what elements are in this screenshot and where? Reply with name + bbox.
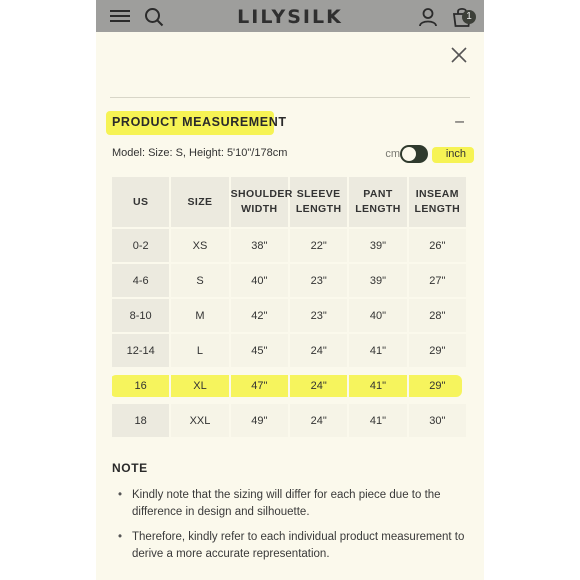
table-row bbox=[111, 298, 467, 333]
table-cell: 16 bbox=[111, 368, 170, 403]
cart-count-badge: 1 bbox=[462, 10, 476, 24]
table-cell: 29" bbox=[408, 368, 467, 403]
section-divider bbox=[110, 97, 470, 98]
unit-toggle bbox=[352, 145, 472, 163]
table-cell: 40" bbox=[348, 298, 407, 333]
modal-frame bbox=[96, 0, 484, 580]
close-icon[interactable] bbox=[449, 45, 469, 65]
table-cell: S bbox=[170, 263, 229, 298]
table-cell: 30" bbox=[408, 403, 467, 438]
table-cell: 12-14 bbox=[111, 333, 170, 368]
note-title: NOTE bbox=[112, 461, 148, 475]
table-cell: 23" bbox=[289, 263, 348, 298]
note-item: • Therefore, kindly refer to each individual product measurement to derive a more accurate representation. bbox=[118, 529, 468, 563]
header-shoulder-width: SHOULDER WIDTH bbox=[230, 176, 289, 228]
measurement-table bbox=[110, 175, 468, 439]
section-title: PRODUCT MEASUREMENT bbox=[112, 115, 287, 129]
table-cell: 29" bbox=[408, 333, 467, 368]
note-list bbox=[118, 487, 468, 571]
header-pant-length: PANT LENGTH bbox=[348, 176, 407, 228]
table-row bbox=[111, 263, 467, 298]
table-cell: 49" bbox=[230, 403, 289, 438]
table-cell: 26" bbox=[408, 228, 467, 263]
table-cell: 0-2 bbox=[111, 228, 170, 263]
table-cell: 24" bbox=[289, 333, 348, 368]
unit-switch[interactable] bbox=[400, 145, 428, 163]
section-header[interactable] bbox=[110, 113, 470, 135]
table-cell: XXL bbox=[170, 403, 229, 438]
table-cell: XL bbox=[170, 368, 229, 403]
model-info: Model: Size: S, Height: 5'10"/178cm bbox=[112, 147, 288, 159]
unit-inch-label[interactable]: inch bbox=[445, 148, 466, 160]
table-cell: L bbox=[170, 333, 229, 368]
collapse-icon[interactable]: – bbox=[455, 113, 464, 130]
table-cell: 47" bbox=[230, 368, 289, 403]
table-row bbox=[111, 403, 467, 438]
table-cell: 23" bbox=[289, 298, 348, 333]
top-nav-bar bbox=[96, 0, 484, 32]
header-sleeve-length: SLEEVE LENGTH bbox=[289, 176, 348, 228]
table-row bbox=[111, 333, 467, 368]
table-cell: 22" bbox=[289, 228, 348, 263]
table-cell: 28" bbox=[408, 298, 467, 333]
table-cell: 4-6 bbox=[111, 263, 170, 298]
table-cell: 27" bbox=[408, 263, 467, 298]
switch-knob bbox=[402, 147, 416, 161]
table-cell: 39" bbox=[348, 228, 407, 263]
table-cell: 40" bbox=[230, 263, 289, 298]
table-row bbox=[111, 228, 467, 263]
table-cell: XS bbox=[170, 228, 229, 263]
header-size: SIZE bbox=[170, 176, 229, 228]
unit-cm-label[interactable]: cm bbox=[385, 148, 400, 160]
user-icon[interactable] bbox=[418, 7, 438, 27]
table-cell: 45" bbox=[230, 333, 289, 368]
header-inseam-length: INSEAM LENGTH bbox=[408, 176, 467, 228]
header-us: US bbox=[111, 176, 170, 228]
table-cell: 24" bbox=[289, 403, 348, 438]
table-cell: 18 bbox=[111, 403, 170, 438]
note-item: • Kindly note that the sizing will differ for each piece due to the difference in design and silhouette. bbox=[118, 487, 468, 521]
table-header-row bbox=[111, 176, 467, 228]
table-row bbox=[111, 368, 467, 403]
table-cell: 38" bbox=[230, 228, 289, 263]
table-cell: 39" bbox=[348, 263, 407, 298]
brand-logo[interactable]: LILYSILK bbox=[237, 6, 343, 28]
table-cell: 8-10 bbox=[111, 298, 170, 333]
table-cell: 24" bbox=[289, 368, 348, 403]
table-cell: M bbox=[170, 298, 229, 333]
table-cell: 41" bbox=[348, 333, 407, 368]
table-cell: 41" bbox=[348, 403, 407, 438]
table-cell: 42" bbox=[230, 298, 289, 333]
table-cell: 41" bbox=[348, 368, 407, 403]
